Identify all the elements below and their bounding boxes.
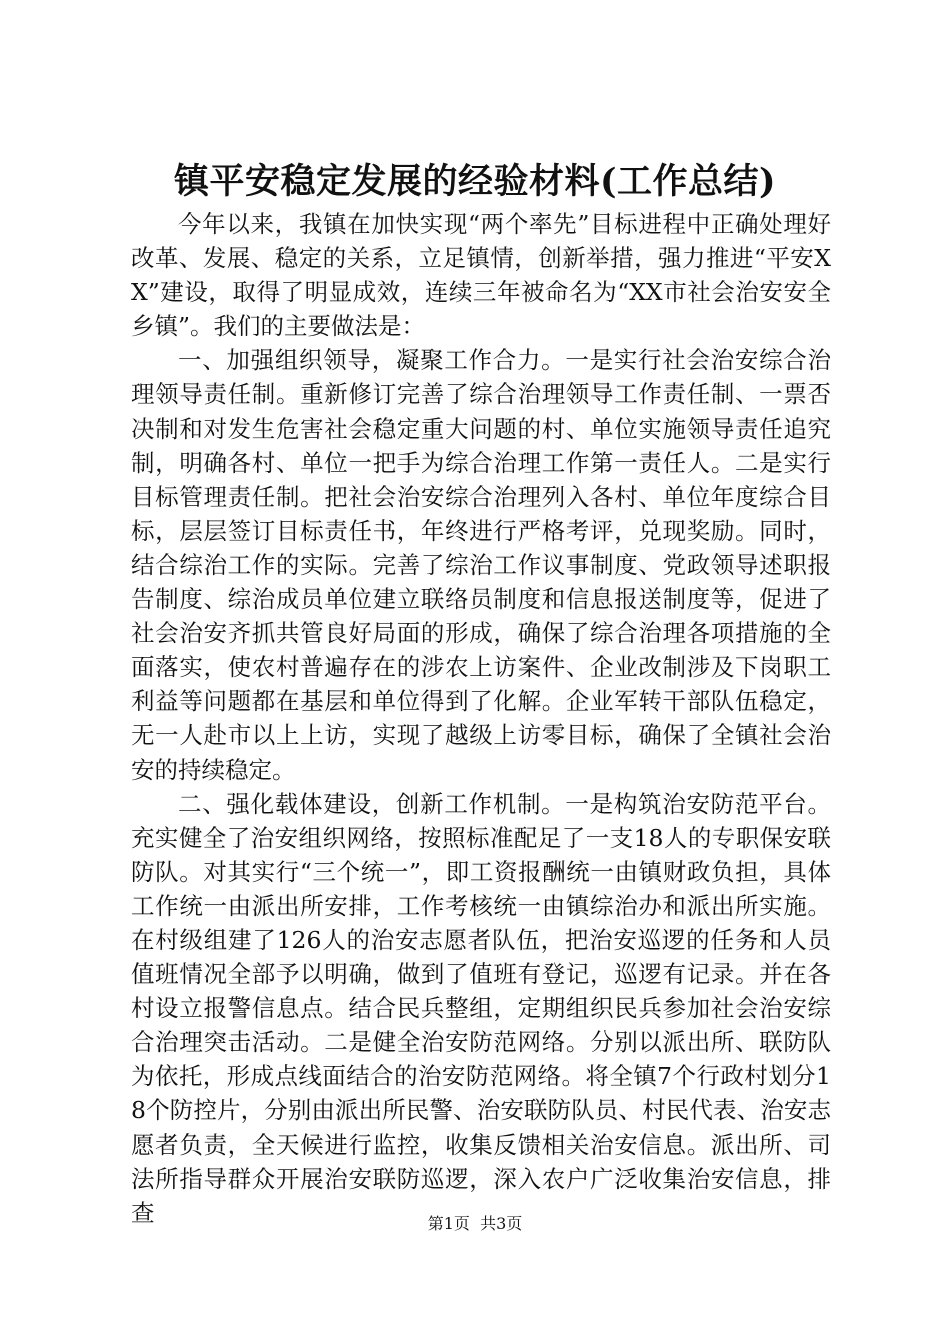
paragraph-intro: 今年以来，我镇在加快实现“两个率先”目标进程中正确处理好改革、发展、稳定的关系，立足镇情，创新举措，强力推进“平安XX”建设，取得了明显成效，连续三年被命名为“XX市社会治安安全乡镇”。我们的主要做法是： <box>131 210 831 341</box>
document-title: 镇平安稳定发展的经验材料(工作总结) <box>173 161 777 202</box>
document-body <box>131 207 831 1230</box>
paragraph-section-one: 一、加强组织领导，凝聚工作合力。一是实行社会治安综合治理领导责任制。重新修订完善了综合治理领导工作责任制、一票否决制和对发生危害社会稳定重大问题的村、单位实施领导责任追究制，明确各村、单位一把手为综合治理工作第一责任人。二是实行目标管理责任制。把社会治安综合治理列入各村、单位年度综合目标，层层签订目标责任书，年终进行严格考评，兑现奖励。同时，结合综治工作的实际。完善了综治工作议事制度、党政领导述职报告制度、综治成员单位建立联络员制度和信息报送制度等，促进了社会治安齐抓共管良好局面的形成，确保了综合治理各项措施的全面落实，使农村普遍存在的涉农上访案件、企业改制涉及下岗职工利益等问题都在基层和单位得到了化解。企业军转干部队伍稳定，无一人赴市以上上访，实现了越级上访零目标，确保了全镇社会治安的持续稳定。 <box>131 346 831 784</box>
paragraph-section-two: 二、强化载体建设，创新工作机制。一是构筑治安防范平台。充实健全了治安组织网络，按照标准配足了一支18人的专职保安联防队。对其实行“三个统一”，即工资报酬统一由镇财政负担，具体工作统一由派出所安排，工作考核统一由镇综治办和派出所实施。在村级组建了126人的治安志愿者队伍，把治安巡逻的任务和人员值班情况全部予以明确，做到了值班有登记，巡逻有记录。并在各村设立报警信息点。结合民兵整组，定期组织民兵参加社会治安综合治理突击活动。二是健全治安防范网络。分别以派出所、联防队为依托，形成点线面结合的治安防范网络。将全镇7个行政村划分18个防控片，分别由派出所民警、治安联防队员、村民代表、治安志愿者负责，全天候进行监控，收集反馈相关治安信息。派出所、司法所指导群众开展治安联防巡逻，深入农户广泛收集治安信息，排查 <box>131 789 831 1227</box>
page-number-footer: 第1页 共3页 <box>427 1214 523 1233</box>
